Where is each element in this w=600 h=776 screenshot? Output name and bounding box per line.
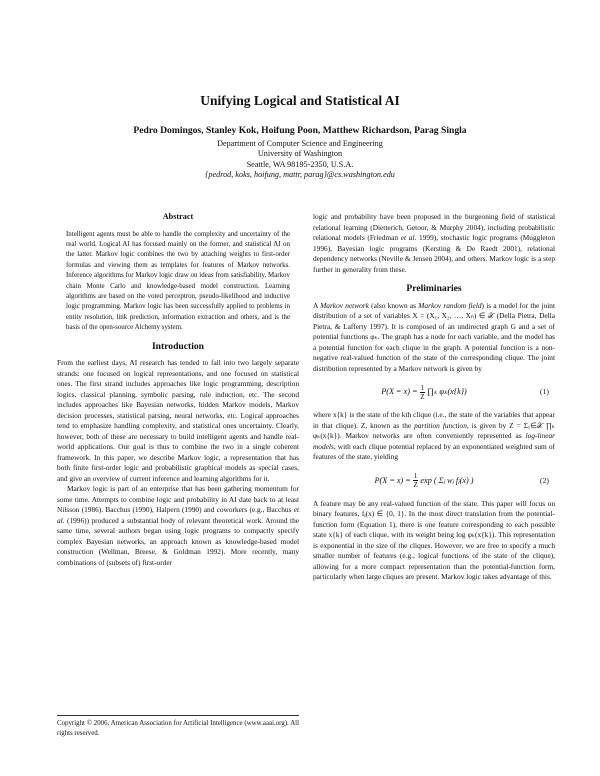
abstract-heading: Abstract [162, 212, 194, 221]
affiliation-line: University of Washington [257, 149, 343, 159]
equation-rhs: ∏ₖ φₖ(x{k}) [427, 387, 467, 396]
equation-2 [313, 467, 555, 495]
equation-body [313, 467, 535, 495]
affiliation [0, 139, 600, 180]
text-span: (1996)) produced a substantial body of relevant theoretical work. Around the same time, several authors began using logic programs to compactly specify complex Bayesian networks, an approach known as knowledge-based model construction (Wellman, Breese, & Goldman 1992). More recently, many combinations of (subsets of) first-order [57, 515, 299, 567]
prelim-heading: Preliminaries [406, 283, 462, 294]
text-span: where x{k} is the state of the kth clique (i.e., the state of the variables that appear in that clique). Z, known as the [313, 410, 555, 430]
intro-paragraph-2-continued [313, 212, 555, 275]
affiliation-line: Department of Computer Science and Engineering [217, 139, 383, 148]
equation-body [313, 378, 535, 406]
text-span: A [313, 300, 321, 310]
text-span: Markov logic is part of an enterprise that has been gathering momentum for some time. Attempts to combine logic and probability in AI date back to at least Nilsson (1986). Bacchus (1990), Halpern (1990) and coworkers (e.g., Bacchus [57, 484, 299, 515]
equation-lhs: P(X = x) = [374, 475, 411, 485]
affiliation-email: {pedrod, koks, hoifung, mattr, parag}@cs.washington.edu [205, 169, 395, 179]
prelim-paragraph-3: A feature may be any real-valued function of the state. This paper will focus on binary features, fⱼ(x) ∈ {0, 1}. In the most direct translation from the potential-function form (Equation 1), there is one feature corresponding to each possible state x{k} of each clique, with its weight being log φₖ(x{k}). This representation is exponential in the size of the cliques. However, we are free to specify a much smaller number of features (e.g., logical functions of the state of the clique), allowing for a more compact representation than the potential-function form, particularly when large cliques are present. Markov logic takes advantage of this. [313, 498, 555, 581]
text-span: , with each clique potential replaced by an exponentiated weighted sum of features of the state, yielding [313, 441, 555, 461]
intro-heading: Introduction [151, 340, 205, 352]
paper-title: Unifying Logical and Statistical AI [200, 93, 400, 108]
copyright-footnote: Copyright © 2006, American Association for Artificial Intelligence (www.aaai.org). All rights reserved. [57, 715, 299, 738]
text-span: , is given by Z = Σₓ∈𝒳 ∏ₖ φₖ(x{k}). Markov networks are often conveniently represented as [313, 420, 555, 440]
term: partition function [414, 420, 467, 430]
right-column [313, 212, 555, 583]
numerator: 1 [420, 383, 425, 392]
equation-lhs: P(X = x) = [381, 387, 418, 396]
equation-1 [313, 378, 555, 406]
text-span: 1999), stochastic logic programs (Muggleton 1996), Bayesian logic programs (Kersting & De Raedt 2001), relational dependency networks (Neville & Jensen 2004), and others. Markov logic is a step further in generality from these. [313, 233, 556, 274]
numerator: 1 [413, 472, 418, 481]
prelim-paragraph-2 [313, 410, 555, 463]
abstract-text: Intelligent agents must be able to handle the complexity and uncertainty of the real world. Logical AI has focused mainly on the former, and statistical AI on the latter. Markov logic combines the two by attaching weights to first-order formulas and viewing them as templates for features of Markov networks. Inference algorithms for Markov logic draw on ideas from satisfiability, Markov chain Monte Carlo and knowledge-based model construction. Learning algorithms are based on the voted perceptron, pseudo-likelihood and inductive logic programming. Markov logic has been successfully applied to problems in entity resolution, link prediction, information extraction and others, and is the basis of the open-source Alchemy system. [66, 229, 290, 332]
term: log-linear models [313, 431, 555, 451]
affiliation-line: Seattle, WA 98195-2350, U.S.A. [246, 159, 354, 169]
intro-paragraph-1: From the earliest days, AI research has tended to fall into two largely separate strands: one focused on logical representations, and one focused on statistical ones. The first strand includes approaches like logic programming, description logics, classical planning, symbolic parsing, rule induction, etc. The second includes approaches like Bayesian networks, hidden Markov models, Markov decision processes, statistical parsing, neural networks, etc. Logical approaches tend to emphasize handling complexity, and statistical ones uncertainty. Clearly, however, both of these are necessary to build intelligent agents and handle real-world applications. Our goal is thus to combine the two in a single coherent framework. In this paper, we describe Markov logic, a representation that has both finite first-order logic and probabilistic graphical models as special cases, and give an overview of current inference and learning algorithms for it. [57, 358, 299, 483]
term: Markov network [320, 300, 369, 310]
text-span: (also known as [368, 300, 419, 310]
equation-number: (2) [539, 475, 549, 485]
denominator: Z [420, 392, 425, 401]
paper-authors: Pedro Domingos, Stanley Kok, Hoifung Poon, Matthew Richardson, Parag Singla [133, 125, 467, 136]
fraction [420, 384, 426, 401]
left-column [57, 212, 299, 568]
equation-rhs: exp ( Σⱼ wⱼ fⱼ(x) ) [420, 475, 474, 485]
text-span: et al. [57, 505, 299, 525]
prelim-paragraph-1 [313, 301, 555, 375]
term: Markov random field [418, 300, 482, 310]
text-span: et al. [400, 233, 417, 242]
text-span: ) is a model for the joint distribution of a set of variables X = (X₁, X₂, …, Xₙ) ∈ 𝒳 (Della Pietra, Della Pietra, & Lafferty 1997). It is composed of an undirected graph G and a set of potential functions φₖ. The graph has a node for each variable, and the model has a potential function for each clique in the graph. A potential function is a non-negative real-valued function of the state of the corresponding clique. The joint distribution represented by a Markov network is given by [313, 300, 555, 373]
equation-number: (1) [539, 387, 549, 396]
denominator: Z [413, 481, 418, 490]
intro-paragraph-2 [57, 484, 299, 568]
text-span: logic and probability have been proposed in the burgeoning field of statistical relational learning (Dietterich, Getoor, & Murphy 2004), including probabilistic relational models (Friedman [313, 212, 555, 242]
fraction [413, 472, 419, 489]
